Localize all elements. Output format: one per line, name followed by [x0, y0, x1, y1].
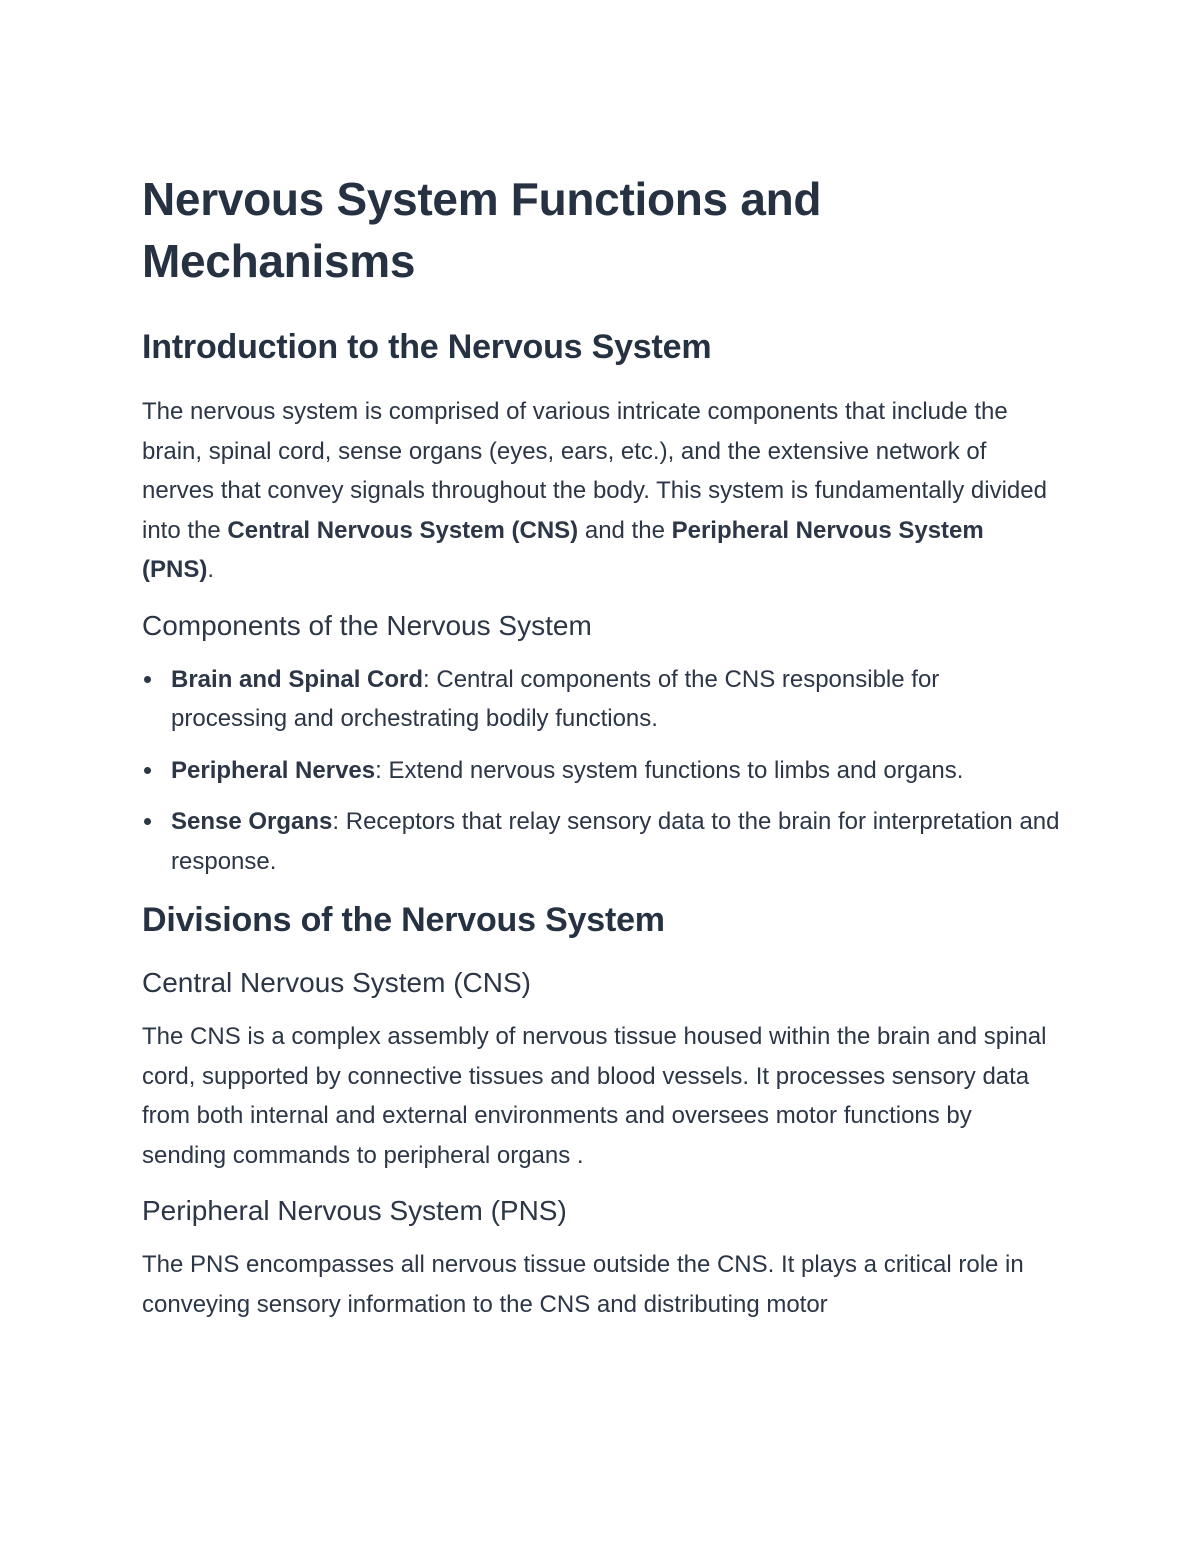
subheading-cns: Central Nervous System (CNS) [142, 967, 531, 998]
list-item-term: Brain and Spinal Cord [171, 665, 424, 693]
intro-paragraph [142, 392, 1062, 590]
list-item-term: Sense Organs [171, 808, 333, 835]
document-title: Nervous System Functions and Mechanisms [142, 173, 822, 287]
intro-bold-cns: Central Nervous System (CNS) [227, 516, 579, 544]
list-item-desc: : Extend nervous system functions to limbs and organs. [375, 756, 964, 784]
components-list [142, 660, 1062, 882]
list-item-desc: : Receptors that relay sensory data to the brain for interpretation and response. [171, 808, 1060, 875]
list-item-term: Peripheral Nerves [171, 756, 376, 784]
bullet-icon [144, 818, 151, 825]
bullet-icon [144, 767, 151, 774]
intro-text-1: The nervous system is comprised of various intricate components that include the brain, spinal cord, sense organs (eyes, ears, etc.), and the extensive network of nerves that convey signals throughout the body. This system is fundamentally divided into the [142, 398, 1047, 544]
document-page [142, 168, 1062, 1342]
section-heading-introduction: Introduction to the Nervous System [142, 328, 712, 366]
section-heading-divisions: Divisions of the Nervous System [142, 901, 665, 939]
cns-paragraph: The CNS is a complex assembly of nervous tissue housed within the brain and spinal cord, supported by connective tissues and blood vessels. It processes sensory data from both internal and external environments and oversees motor functions by sending commands to peripheral organs . [142, 1023, 1047, 1169]
list-item [142, 660, 1062, 739]
list-item-desc: : Central components of the CNS responsible for processing and orchestrating bodily functions. [171, 665, 940, 732]
list-item [142, 751, 1062, 791]
list-item [142, 802, 1062, 881]
intro-bold-pns: Peripheral Nervous System (PNS) [142, 516, 984, 583]
bullet-icon [144, 676, 151, 683]
subheading-pns: Peripheral Nervous System (PNS) [142, 1195, 567, 1226]
subheading-components: Components of the Nervous System [142, 609, 592, 641]
intro-text-2: and the [578, 516, 672, 544]
pns-paragraph: The PNS encompasses all nervous tissue outside the CNS. It plays a critical role in conveying sensory information to the CNS and distributing motor [142, 1251, 1024, 1318]
intro-text-3: . [207, 556, 215, 583]
